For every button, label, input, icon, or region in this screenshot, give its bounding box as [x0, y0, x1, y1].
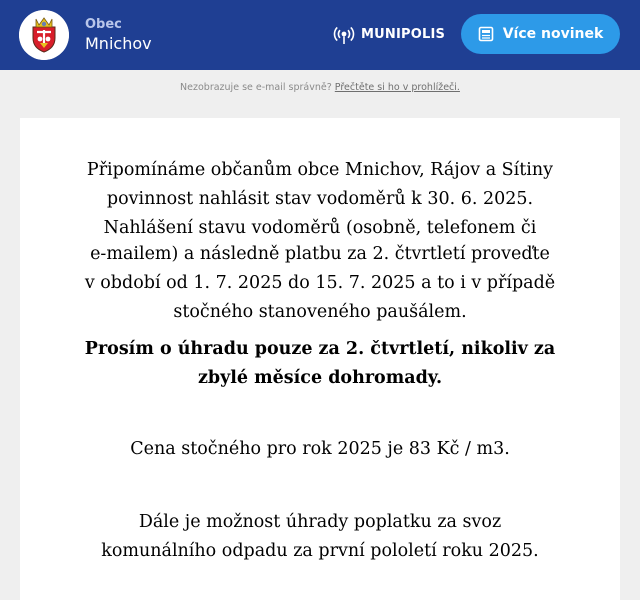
text-line: Nahlášení stavu vodoměrů (osobně, telefonem či: [103, 218, 537, 238]
message-paragraph: [20, 240, 620, 327]
browser-view-notice: [0, 81, 640, 95]
view-in-browser-link[interactable]: Přečtěte si ho v prohlížeči.: [334, 82, 460, 93]
message-card: [20, 118, 620, 600]
text-line: Prosím o úhradu pouze za 2. čtvrtletí, nikoliv za: [84, 339, 556, 359]
newspaper-icon: [478, 26, 494, 42]
message-paragraph: [20, 508, 620, 566]
text-line: stočného stanoveného paušálem.: [173, 302, 467, 322]
text-line: e-mailem) a následně platbu za 2. čtvrtletí proveďte: [90, 244, 550, 264]
munipolis-brand: MUNIPOLIS: [361, 26, 446, 42]
broadcast-icon: [333, 23, 355, 45]
munipolis-logo[interactable]: [333, 22, 445, 46]
text-line: Připomínáme občanům obce Mnichov, Rájov a Sítiny: [86, 160, 554, 180]
message-paragraph: [20, 156, 620, 243]
more-news-button[interactable]: [461, 14, 620, 54]
town-crest-icon[interactable]: [19, 10, 69, 60]
text-line: Dále je možnost úhrady poplatku za svoz: [138, 512, 502, 532]
text-line: komunálního odpadu za první pololetí roku 2025.: [101, 541, 539, 561]
text-line: zbylé měsíce dohromady.: [197, 368, 443, 388]
notice-text: Nezobrazuje se e-mail správně?: [180, 82, 332, 93]
town-title: [85, 16, 152, 55]
message-paragraph: [20, 435, 620, 464]
text-line: povinnost nahlásit stav vodoměrů k 30. 6. 2025.: [106, 189, 534, 209]
town-name: Mnichov: [85, 34, 152, 53]
text-line: v období od 1. 7. 2025 do 15. 7. 2025 a to i v případě: [84, 273, 556, 293]
more-news-label: Více novinek: [502, 26, 604, 42]
text-line: Cena stočného pro rok 2025 je 83 Kč / m3.: [130, 439, 510, 459]
email-header: [0, 0, 640, 70]
town-type: Obec: [85, 17, 122, 32]
message-bold-paragraph: [20, 335, 620, 393]
